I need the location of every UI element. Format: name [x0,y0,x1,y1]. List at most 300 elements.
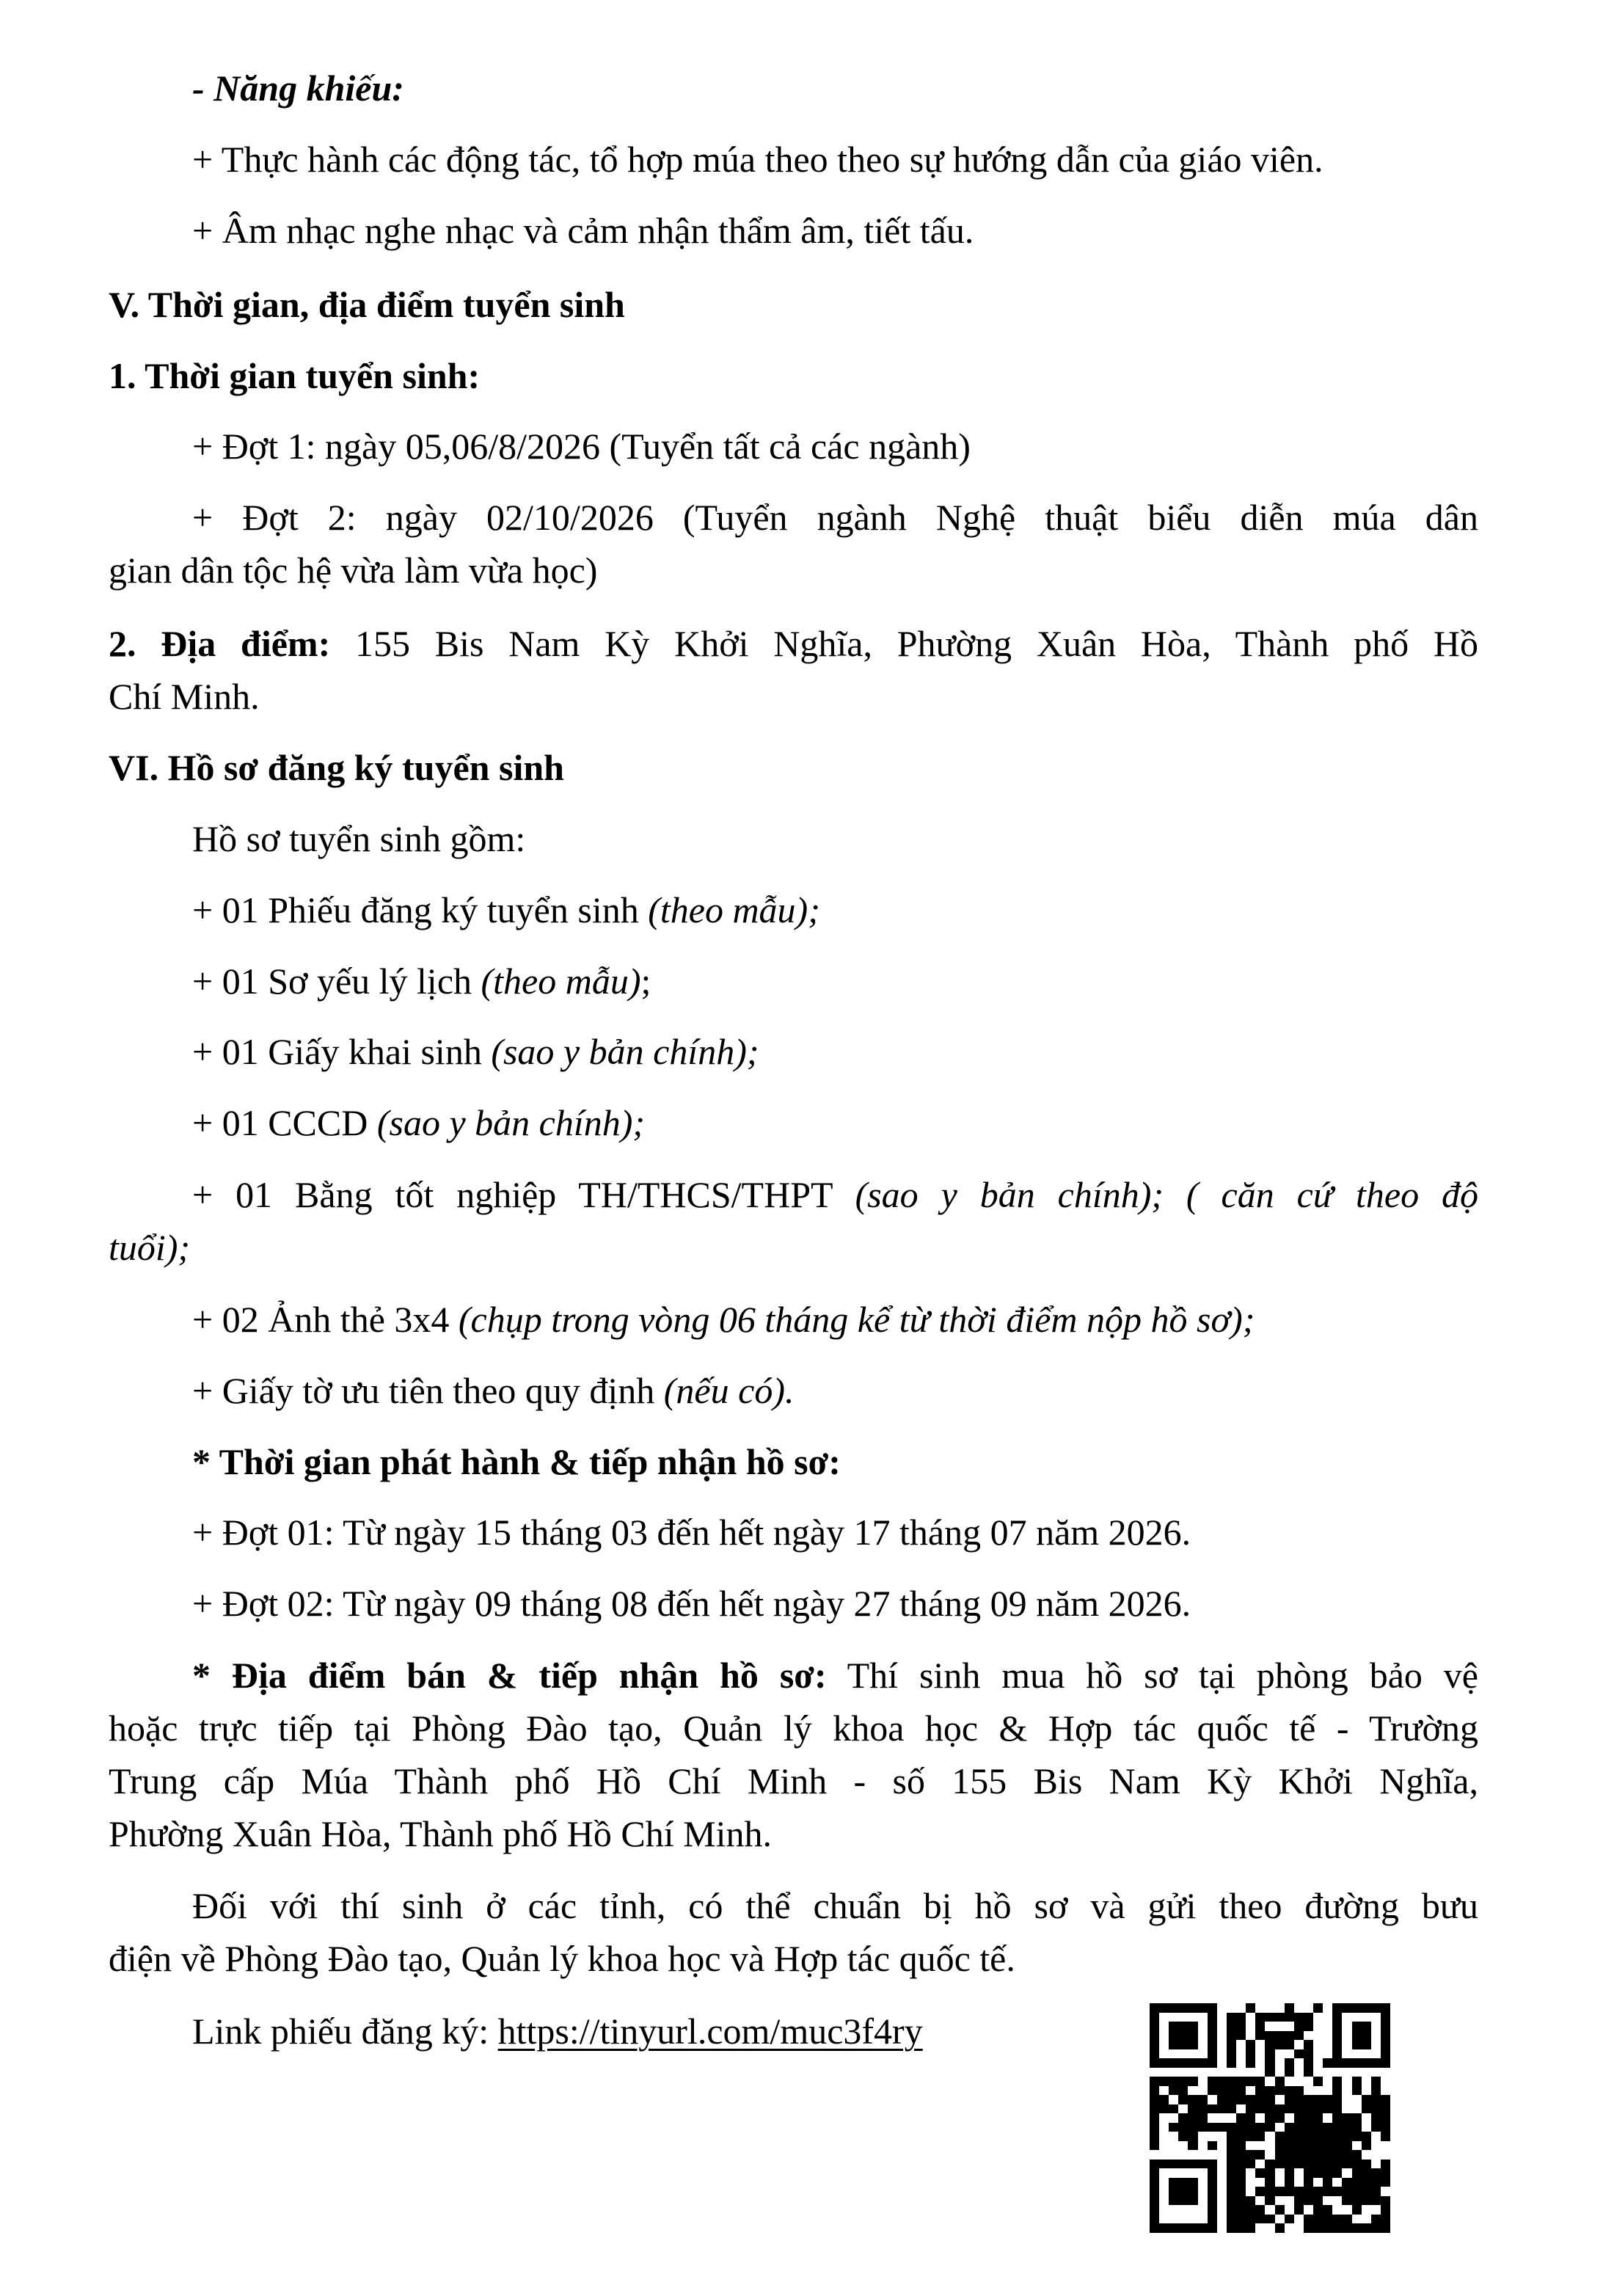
qr-module [1304,2068,1313,2077]
qr-module [1188,2205,1197,2215]
qr-module [1381,2141,1390,2151]
qr-module [1342,2132,1351,2141]
qr-module [1198,2141,1208,2151]
qr-module [1188,2196,1197,2206]
document-item-note: (sao y bản chính); ( căn cứ theo độ [855,1174,1478,1215]
qr-module [1313,2196,1323,2206]
qr-module [1227,2160,1236,2169]
qr-module [1323,2040,1332,2049]
qr-module [1304,2086,1313,2096]
qr-module [1255,2040,1265,2049]
document-item-text: + 01 Sơ yếu lý lịch [192,961,481,1002]
qr-module [1313,2104,1323,2114]
qr-module [1362,2095,1371,2104]
qr-module [1169,2141,1178,2151]
qr-module [1150,2095,1159,2104]
qr-module [1198,2205,1208,2215]
qr-module [1217,2150,1227,2160]
qr-module [1323,2215,1332,2224]
qr-module [1332,2113,1342,2123]
qr-module [1294,2113,1304,2123]
qr-module [1323,2160,1332,2169]
qr-module [1294,2141,1304,2151]
qr-module [1332,2058,1342,2068]
qr-module [1265,2178,1274,2187]
qr-module [1236,2215,1246,2224]
section-vi-heading-text: VI. Hồ sơ đăng ký tuyển sinh [109,747,564,788]
qr-module [1342,2077,1351,2086]
qr-module [1304,2168,1313,2178]
qr-module [1371,2058,1381,2068]
qr-module [1332,2160,1342,2169]
qr-module [1208,2160,1217,2169]
qr-module [1323,2223,1332,2233]
qr-module [1294,2168,1304,2178]
qr-module [1332,2040,1342,2049]
qr-module [1285,2031,1294,2041]
qr-module [1169,2113,1178,2123]
qr-module [1285,2113,1294,2123]
qr-module [1371,2160,1381,2169]
qr-module [1381,2086,1390,2096]
qr-module [1188,2077,1197,2086]
qr-module [1178,2132,1188,2141]
qr-module [1198,2187,1208,2196]
qr-module [1227,2058,1236,2068]
document-item [109,1293,1478,1346]
qr-module [1178,2013,1188,2022]
round-2-schedule [109,491,1478,597]
qr-module [1169,2058,1178,2068]
qr-module [1208,2132,1217,2141]
qr-module [1294,2095,1304,2104]
qr-module [1342,2003,1351,2013]
qr-module [1352,2104,1362,2114]
qr-module [1208,2031,1217,2041]
qr-module [1381,2077,1390,2086]
qr-module [1294,2077,1304,2086]
qr-module [1275,2086,1285,2096]
round-1-text: + Đợt 1: ngày 05,06/8/2026 (Tuyển tất cả các ngành) [192,426,971,467]
qr-module [1362,2215,1371,2224]
qr-module [1198,2095,1208,2104]
qr-module [1169,2160,1178,2169]
qr-module [1227,2123,1236,2132]
document-item-text: + Giấy tờ ưu tiên theo quy định [192,1370,664,1411]
qr-module [1169,2013,1178,2022]
qr-module [1332,2013,1342,2022]
submission-location-line-1: Thí sinh mua hồ sơ tại phòng bảo vệ [826,1655,1478,1696]
qr-module [1246,2022,1255,2031]
qr-module [1236,2068,1246,2077]
qr-module [1169,2178,1178,2187]
qr-module [1332,2123,1342,2132]
qr-module [1159,2196,1169,2206]
qr-module [1313,2205,1323,2215]
qr-module [1313,2178,1323,2187]
qr-module [1198,2168,1208,2178]
qr-module [1178,2068,1188,2077]
qr-module [1217,2058,1227,2068]
nang-khieu-item-2 [109,204,1478,257]
qr-module [1294,2086,1304,2096]
qr-module [1169,2040,1178,2049]
qr-module [1371,2123,1381,2132]
qr-module [1159,2086,1169,2096]
release-heading [109,1435,1478,1488]
qr-module [1332,2150,1342,2160]
nang-khieu-item-1 [109,133,1478,186]
qr-module [1371,2205,1381,2215]
qr-module [1236,2132,1246,2141]
qr-module [1265,2160,1274,2169]
qr-module [1371,2068,1381,2077]
qr-module [1342,2104,1351,2114]
qr-module [1265,2068,1274,2077]
qr-module [1313,2215,1323,2224]
qr-module [1255,2113,1265,2123]
qr-module [1323,2058,1332,2068]
qr-module [1255,2168,1265,2178]
qr-module [1304,2003,1313,2013]
qr-module [1342,2196,1351,2206]
document-item-text: + 01 Giấy khai sinh [192,1031,492,1072]
qr-module [1362,2205,1371,2215]
submission-location-line-2: hoặc trực tiếp tại Phòng Đào tạo, Quản lý khoa học & Hợp tác quốc tế - Trường [109,1708,1478,1749]
qr-module [1227,2003,1236,2013]
qr-module [1323,2150,1332,2160]
qr-module [1352,2160,1362,2169]
qr-module [1304,2077,1313,2086]
qr-module [1227,2077,1236,2086]
qr-module [1255,2058,1265,2068]
qr-module [1188,2003,1197,2013]
qr-module [1371,2187,1381,2196]
qr-module [1332,2104,1342,2114]
qr-module [1169,2077,1178,2086]
submission-location [109,1649,1478,1860]
qr-module [1188,2013,1197,2022]
qr-module [1208,2013,1217,2022]
qr-module [1159,2077,1169,2086]
document-item [109,1364,1478,1417]
qr-module [1208,2040,1217,2049]
qr-module [1159,2187,1169,2196]
qr-module [1246,2068,1255,2077]
qr-module [1188,2150,1197,2160]
qr-module [1323,2077,1332,2086]
document-item-note: (sao y bản chính); [376,1102,646,1143]
qr-module [1255,2013,1265,2022]
qr-module [1352,2141,1362,2151]
qr-module [1236,2104,1246,2114]
qr-module [1352,2178,1362,2187]
qr-module [1169,2086,1178,2096]
qr-module [1275,2141,1285,2151]
qr-module [1381,2205,1390,2215]
qr-module [1169,2049,1178,2059]
qr-module [1332,2022,1342,2031]
qr-module [1198,2022,1208,2031]
qr-module [1294,2223,1304,2233]
qr-module [1227,2178,1236,2187]
qr-module [1198,2086,1208,2096]
qr-module [1236,2123,1246,2132]
qr-module [1150,2031,1159,2041]
qr-module [1227,2095,1236,2104]
qr-module [1208,2113,1217,2123]
qr-module [1332,2178,1342,2187]
qr-module [1332,2168,1342,2178]
qr-module [1246,2150,1255,2160]
qr-module [1217,2113,1227,2123]
qr-module [1294,2123,1304,2132]
qr-module [1150,2132,1159,2141]
qr-module [1313,2168,1323,2178]
qr-module [1362,2104,1371,2114]
qr-module [1265,2132,1274,2141]
qr-module [1217,2168,1227,2178]
qr-module [1313,2132,1323,2141]
qr-module [1342,2215,1351,2224]
qr-module [1304,2150,1313,2160]
qr-module [1169,2150,1178,2160]
qr-module [1313,2040,1323,2049]
document-item [109,1025,1478,1078]
qr-module [1198,2196,1208,2206]
qr-module [1294,2160,1304,2169]
qr-module [1188,2058,1197,2068]
qr-module [1236,2168,1246,2178]
qr-module [1362,2086,1371,2096]
qr-module [1265,2031,1274,2041]
qr-module [1265,2040,1274,2049]
qr-module [1255,2141,1265,2151]
qr-module [1150,2058,1159,2068]
qr-module [1332,2049,1342,2059]
qr-module [1255,2123,1265,2132]
qr-module [1381,2150,1390,2160]
qr-module [1227,2113,1236,2123]
submission-location-line-4: Phường Xuân Hòa, Thành phố Hồ Chí Minh. [109,1813,772,1854]
qr-module [1208,2178,1217,2187]
qr-module [1198,2215,1208,2224]
qr-module [1323,2141,1332,2151]
qr-module [1304,2160,1313,2169]
qr-module [1255,2187,1265,2196]
qr-module [1352,2086,1362,2096]
documents-intro [109,812,1478,865]
qr-module [1178,2031,1188,2041]
qr-module [1255,2077,1265,2086]
qr-module [1352,2168,1362,2178]
qr-module [1169,2068,1178,2077]
qr-module [1217,2160,1227,2169]
qr-module [1217,2187,1227,2196]
qr-module [1342,2113,1351,2123]
qr-module [1342,2049,1351,2059]
qr-module [1275,2095,1285,2104]
qr-module [1294,2003,1304,2013]
document-item-text: + 01 Phiếu đăng ký tuyển sinh [192,889,649,930]
qr-module [1275,2022,1285,2031]
qr-module [1255,2104,1265,2114]
qr-module [1304,2123,1313,2132]
qr-module [1313,2095,1323,2104]
qr-module [1332,2095,1342,2104]
qr-module [1275,2058,1285,2068]
document-item [109,955,1478,1007]
qr-module [1169,2196,1178,2206]
qr-module [1178,2205,1188,2215]
qr-module [1342,2086,1351,2096]
qr-module [1275,2031,1285,2041]
qr-module [1285,2196,1294,2206]
qr-module [1246,2160,1255,2169]
qr-module [1352,2150,1362,2160]
registration-link[interactable]: https://tinyurl.com/muc3f4ry [497,2011,923,2052]
qr-module [1227,2196,1236,2206]
qr-module [1236,2022,1246,2031]
qr-module [1178,2095,1188,2104]
qr-module [1294,2013,1304,2022]
qr-module [1265,2086,1274,2096]
qr-module [1381,2113,1390,2123]
qr-module [1342,2223,1351,2233]
round-2-text-line-1: + Đợt 2: ngày 02/10/2026 (Tuyển ngành Nghệ thuật biểu diễn múa dân [192,497,1478,538]
qr-module [1188,2168,1197,2178]
qr-module [1313,2031,1323,2041]
qr-module [1246,2077,1255,2086]
qr-module [1342,2031,1351,2041]
qr-module [1188,2095,1197,2104]
qr-module [1323,2003,1332,2013]
qr-module [1323,2022,1332,2031]
qr-module [1217,2013,1227,2022]
qr-module [1371,2215,1381,2224]
qr-module [1313,2058,1323,2068]
qr-module [1275,2068,1285,2077]
qr-module [1198,2040,1208,2049]
qr-module [1208,2123,1217,2132]
qr-module [1352,2095,1362,2104]
qr-module [1178,2104,1188,2114]
qr-module [1159,2132,1169,2141]
qr-module [1285,2223,1294,2233]
qr-module [1352,2022,1362,2031]
qr-module [1178,2040,1188,2049]
qr-module [1236,2160,1246,2169]
qr-module [1236,2205,1246,2215]
qr-module [1227,2086,1236,2096]
qr-module [1227,2132,1236,2141]
qr-module [1198,2104,1208,2114]
qr-module [1313,2049,1323,2059]
qr-module [1265,2196,1274,2206]
qr-module [1217,2178,1227,2187]
qr-module [1294,2104,1304,2114]
qr-module [1323,2104,1332,2114]
qr-module [1208,2003,1217,2013]
qr-module [1159,2040,1169,2049]
qr-module [1265,2205,1274,2215]
qr-module [1352,2205,1362,2215]
qr-module [1188,2215,1197,2224]
qr-module [1371,2132,1381,2141]
qr-module [1371,2095,1381,2104]
qr-module [1323,2168,1332,2178]
qr-module [1332,2141,1342,2151]
qr-module [1352,2187,1362,2196]
qr-module [1255,2022,1265,2031]
qr-module [1159,2205,1169,2215]
qr-module [1169,2223,1178,2233]
qr-module [1294,2049,1304,2059]
qr-module [1352,2123,1362,2132]
qr-module [1236,2058,1246,2068]
qr-module [1188,2068,1197,2077]
qr-module [1323,2187,1332,2196]
qr-module [1304,2141,1313,2151]
qr-module [1255,2095,1265,2104]
qr-module [1227,2205,1236,2215]
qr-module [1265,2003,1274,2013]
qr-module [1342,2013,1351,2022]
qr-module [1332,2223,1342,2233]
qr-module [1332,2031,1342,2041]
qr-module [1323,2095,1332,2104]
qr-module [1198,2077,1208,2086]
qr-module [1150,2086,1159,2096]
qr-module [1227,2040,1236,2049]
qr-module [1150,2040,1159,2049]
qr-module [1208,2095,1217,2104]
qr-module [1371,2049,1381,2059]
qr-module [1275,2003,1285,2013]
qr-module [1198,2132,1208,2141]
qr-module [1313,2003,1323,2013]
location-address-line-2: Chí Minh. [109,676,260,717]
qr-module [1188,2132,1197,2141]
qr-module [1246,2031,1255,2041]
qr-module [1217,2003,1227,2013]
qr-module [1332,2003,1342,2013]
qr-module [1236,2178,1246,2187]
qr-module [1217,2031,1227,2041]
qr-module [1236,2113,1246,2123]
document-item-note: (nếu có). [663,1370,795,1411]
qr-module [1285,2077,1294,2086]
qr-module [1323,2068,1332,2077]
qr-module [1227,2068,1236,2077]
qr-module [1371,2031,1381,2041]
qr-module [1323,2086,1332,2096]
qr-module [1275,2223,1285,2233]
qr-module [1217,2223,1227,2233]
qr-module [1265,2104,1274,2114]
qr-module [1159,2003,1169,2013]
qr-module [1208,2215,1217,2224]
location-label: 2. Địa điểm: [109,623,331,664]
qr-module [1332,2132,1342,2141]
qr-module [1381,2040,1390,2049]
qr-module [1275,2132,1285,2141]
provinces-note-line-2: điện về Phòng Đào tạo, Quản lý khoa học và Hợp tác quốc tế. [109,1938,1015,1979]
qr-module [1332,2077,1342,2086]
qr-module [1188,2178,1197,2187]
qr-module [1178,2178,1188,2187]
qr-module [1255,2215,1265,2224]
